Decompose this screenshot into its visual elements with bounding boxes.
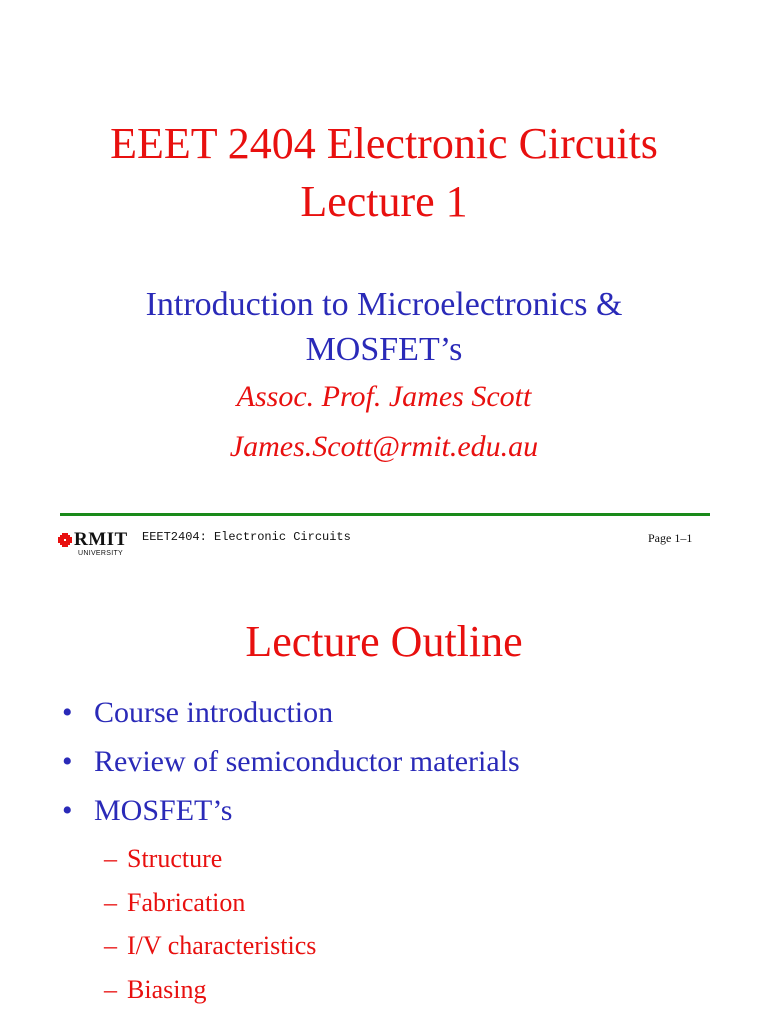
bullet-text: MOSFET’s [94, 794, 233, 827]
logo-wordmark: RMIT [74, 529, 128, 550]
author-email: James.Scott@rmit.edu.au [229, 430, 539, 463]
dash-symbol: – [104, 844, 117, 873]
bullet-symbol: • [62, 745, 73, 778]
dash-symbol: – [104, 974, 117, 1004]
logo-subtext: UNIVERSITY [78, 550, 124, 557]
slide-subtitle-line-2: MOSFET’s [305, 331, 463, 368]
footer-course-name: EEET2404: Electronic Circuits [142, 530, 351, 544]
slide-title-line-2: Lecture 1 [300, 177, 468, 226]
sub-bullet-text: Fabrication [127, 887, 246, 917]
footer-divider [60, 513, 710, 516]
bullet-symbol: • [62, 794, 73, 827]
sub-bullet-text: I/V characteristics [127, 931, 317, 960]
sub-bullet-text: Structure [127, 844, 223, 873]
slide-title-line-1: EEET 2404 Electronic Circuits [110, 119, 658, 168]
dash-symbol: – [104, 931, 117, 960]
author-name: Assoc. Prof. James Scott [236, 380, 532, 413]
footer-page-number: Page 1–1 [648, 531, 693, 545]
slide-subtitle-line-1: Introduction to Microelectronics & [145, 286, 623, 323]
outline-slide [0, 560, 768, 1024]
bullet-symbol: • [62, 696, 73, 729]
sub-bullet-text: Biasing [127, 974, 207, 1004]
rmit-pixel-logo-icon [58, 533, 72, 547]
dash-symbol: – [104, 887, 117, 917]
bullet-text: Review of semiconductor materials [94, 745, 520, 778]
outline-title: Lecture Outline [245, 617, 523, 666]
rmit-logo [58, 530, 138, 560]
bullet-text: Course introduction [94, 696, 334, 729]
